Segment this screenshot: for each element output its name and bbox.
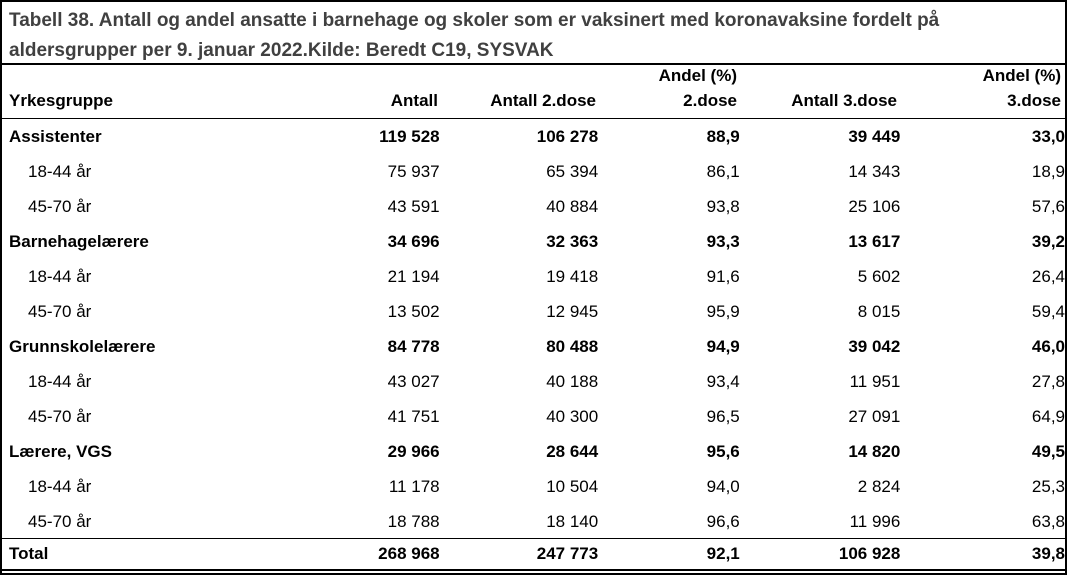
total-andel-3dose: 39,8 bbox=[1031, 544, 1065, 563]
cell-antall-2dose: 12 945 bbox=[546, 301, 599, 321]
header-andel-2dose-line1: Andel (%) bbox=[658, 66, 737, 85]
table-row bbox=[2, 259, 1065, 294]
cell-antall-3dose: 11 996 bbox=[849, 511, 901, 531]
data-table bbox=[2, 119, 1065, 539]
cell-antall: 11 178 bbox=[388, 476, 440, 496]
header-antall: Antall bbox=[390, 91, 438, 110]
cell-andel-2dose: 96,5 bbox=[706, 406, 740, 426]
cell-andel-3dose: 49,5 bbox=[1031, 441, 1065, 461]
cell-andel-2dose: 96,6 bbox=[706, 511, 740, 531]
table-row bbox=[2, 399, 1065, 434]
cell-antall-2dose: 19 418 bbox=[546, 266, 599, 286]
cell-antall-2dose: 40 884 bbox=[546, 196, 599, 216]
header-andel-2dose-line2: 2.dose bbox=[683, 91, 737, 110]
cell-antall: 41 751 bbox=[387, 406, 440, 426]
total-row bbox=[2, 535, 1065, 573]
table-row bbox=[2, 189, 1065, 224]
cell-antall-2dose: 32 363 bbox=[546, 231, 599, 251]
cell-antall: 29 966 bbox=[387, 441, 440, 461]
cell-antall: 75 937 bbox=[387, 161, 440, 181]
table-row bbox=[2, 364, 1065, 399]
cell-andel-3dose: 46,0 bbox=[1031, 336, 1065, 356]
cell-andel-2dose: 94,0 bbox=[706, 476, 740, 496]
cell-andel-3dose: 39,2 bbox=[1031, 231, 1065, 251]
cell-andel-2dose: 86,1 bbox=[706, 161, 740, 181]
total-andel-2dose: 92,1 bbox=[706, 544, 740, 563]
cell-antall-3dose: 13 617 bbox=[848, 231, 901, 251]
table-row bbox=[2, 154, 1065, 189]
row-label: 18-44 år bbox=[28, 266, 92, 286]
row-label: 45-70 år bbox=[28, 511, 92, 531]
cell-antall: 13 502 bbox=[387, 301, 440, 321]
cell-andel-3dose: 33,0 bbox=[1031, 126, 1065, 146]
row-label: 45-70 år bbox=[28, 301, 92, 321]
cell-andel-3dose: 64,9 bbox=[1031, 406, 1065, 426]
cell-antall-2dose: 18 140 bbox=[546, 511, 599, 531]
total-antall: 268 968 bbox=[378, 544, 440, 563]
header-antall-3dose: Antall 3.dose bbox=[791, 91, 897, 110]
cell-antall-3dose: 39 042 bbox=[848, 336, 901, 356]
cell-antall-3dose: 14 343 bbox=[848, 161, 901, 181]
table-row bbox=[2, 224, 1065, 259]
header-andel-3dose-line1: Andel (%) bbox=[982, 66, 1061, 85]
cell-antall: 43 027 bbox=[387, 371, 440, 391]
cell-antall-2dose: 80 488 bbox=[546, 336, 599, 356]
table-row bbox=[2, 119, 1065, 154]
cell-antall: 119 528 bbox=[379, 126, 440, 146]
cell-andel-2dose: 93,3 bbox=[706, 231, 740, 251]
cell-andel-2dose: 94,9 bbox=[706, 336, 740, 356]
cell-andel-2dose: 93,8 bbox=[706, 196, 740, 216]
cell-antall-3dose: 2 824 bbox=[857, 476, 901, 496]
row-label: Assistenter bbox=[9, 126, 102, 146]
cell-antall-3dose: 39 449 bbox=[848, 126, 901, 146]
row-label: 45-70 år bbox=[28, 406, 92, 426]
bottom-rule bbox=[2, 569, 1065, 571]
cell-antall: 18 788 bbox=[387, 511, 440, 531]
cell-andel-2dose: 91,6 bbox=[706, 266, 740, 286]
row-label: Lærere, VGS bbox=[9, 441, 112, 461]
cell-andel-2dose: 95,6 bbox=[706, 441, 740, 461]
row-label: Grunnskolelærere bbox=[9, 336, 156, 356]
table-row bbox=[2, 504, 1065, 539]
table-row bbox=[2, 434, 1065, 469]
header-yrkesgruppe: Yrkesgruppe bbox=[9, 91, 113, 110]
row-label: Barnehagelærere bbox=[9, 231, 149, 251]
table-row bbox=[2, 329, 1065, 364]
table-row bbox=[2, 469, 1065, 504]
cell-andel-3dose: 25,3 bbox=[1031, 476, 1065, 496]
cell-andel-3dose: 27,8 bbox=[1031, 371, 1065, 391]
total-antall-3dose: 106 928 bbox=[838, 544, 901, 563]
cell-antall-2dose: 10 504 bbox=[546, 476, 599, 496]
table-row bbox=[2, 294, 1065, 329]
cell-antall-2dose: 28 644 bbox=[546, 441, 599, 461]
cell-andel-3dose: 57,6 bbox=[1031, 196, 1065, 216]
cell-antall: 34 696 bbox=[387, 231, 440, 251]
row-label: 18-44 år bbox=[28, 371, 92, 391]
row-label: 45-70 år bbox=[28, 196, 92, 216]
cell-antall: 21 194 bbox=[387, 266, 440, 286]
header-andel-3dose-line2: 3.dose bbox=[1007, 91, 1061, 110]
cell-antall-2dose: 65 394 bbox=[546, 161, 599, 181]
header-antall-2dose: Antall 2.dose bbox=[490, 91, 596, 110]
table-title: Tabell 38. Antall og andel ansatte i barnehage og skoler som er vaksinert med koronavaksine fordelt på aldersgrupper per 9. januar 2022.Kilde: Beredt C19, SYSVAK bbox=[9, 10, 940, 61]
cell-antall: 43 591 bbox=[387, 196, 440, 216]
cell-antall-3dose: 5 602 bbox=[857, 266, 901, 286]
total-antall-2dose: 247 773 bbox=[536, 544, 599, 563]
cell-andel-2dose: 95,9 bbox=[706, 301, 740, 321]
cell-antall-3dose: 25 106 bbox=[848, 196, 901, 216]
cell-andel-3dose: 18,9 bbox=[1031, 161, 1065, 181]
row-label: 18-44 år bbox=[28, 476, 92, 496]
total-table bbox=[2, 535, 1065, 573]
cell-antall-3dose: 14 820 bbox=[848, 441, 901, 461]
top-rule bbox=[2, 63, 1065, 65]
cell-andel-3dose: 59,4 bbox=[1031, 301, 1065, 321]
cell-antall-3dose: 11 951 bbox=[849, 371, 901, 391]
cell-antall-2dose: 106 278 bbox=[536, 126, 599, 146]
cell-antall: 84 778 bbox=[387, 336, 440, 356]
row-label: 18-44 år bbox=[28, 161, 92, 181]
cell-andel-3dose: 26,4 bbox=[1031, 266, 1065, 286]
total-label: Total bbox=[9, 544, 49, 563]
cell-antall-3dose: 27 091 bbox=[848, 406, 901, 426]
cell-antall-2dose: 40 300 bbox=[546, 406, 599, 426]
cell-andel-2dose: 93,4 bbox=[706, 371, 740, 391]
cell-antall-3dose: 8 015 bbox=[857, 301, 901, 321]
cell-andel-3dose: 63,8 bbox=[1031, 511, 1065, 531]
cell-antall-2dose: 40 188 bbox=[546, 371, 599, 391]
cell-andel-2dose: 88,9 bbox=[706, 126, 740, 146]
